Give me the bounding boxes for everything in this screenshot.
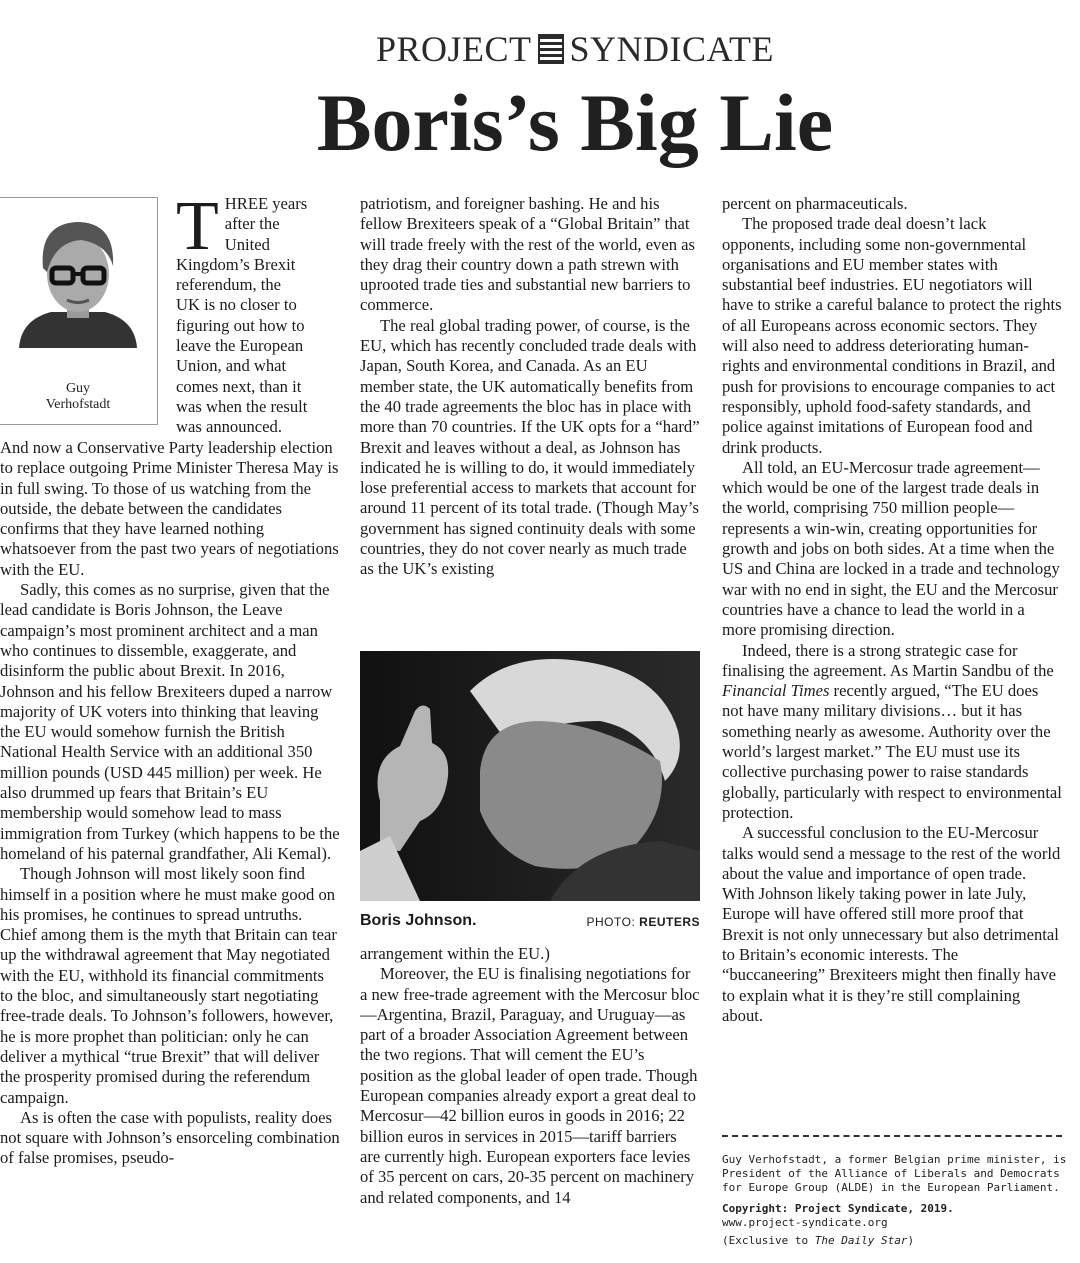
paragraph: arrangement within the EU.) <box>360 944 550 963</box>
paragraph: And now a Conservative Party leadership election to replace outgoing Prime Minister Theresa May is in full swing. To those of us watching from the outside, the debate between the candidates confirms that they have learned nothing whatsoever from the past two years of negotiations with the EU. <box>0 438 339 579</box>
masthead-project: PROJECT <box>375 29 532 69</box>
column-2-bottom <box>360 944 700 1208</box>
paragraph: Though Johnson will most likely soon find himself in a position where he must make good on his promises, he continues to spread untruths. Chief among them is the myth that Britain can tear up the withdrawal agreement that May negotiated with the EU, withhold its financial commitments to the bloc, and simultaneously start negotiating free-trade deals. To Johnson’s followers, however, he is more prophet than politician: only he can deliver a mythical “true Brexit” that will deliver the prosperity promised during the referendum campaign. <box>0 864 337 1107</box>
exclusive-post: ) <box>907 1234 915 1247</box>
intro-line: after the <box>224 214 280 234</box>
caption-name: Boris Johnson. <box>360 912 477 929</box>
syndicate-logo-icon <box>538 34 564 64</box>
intro-line: HREE years <box>224 194 308 213</box>
intro-line: UK is no closer to <box>176 295 297 315</box>
drop-cap: T <box>176 188 219 265</box>
column-1-intro <box>176 188 336 438</box>
author-portrait-icon <box>11 208 145 348</box>
publication-title: Financial Times <box>722 681 830 701</box>
author-first-name: Guy <box>65 381 91 396</box>
photo-credit <box>587 915 700 929</box>
column-3 <box>722 194 1062 1026</box>
exclusive-publication: The Daily Star <box>814 1234 908 1247</box>
paragraph: Moreover, the EU is finalising negotiations for a new free-trade agreement with the Mercosur bloc—Argentina, Brazil, Paraguay, and Uruguay—as part of a broader Association Agreement between the two regions. That will cement the EU’s position as the global leader of open trade. Though European companies already export a great deal to Mercosur—42 billion euros in goods in 2016; 22 billion euros in services in 2015—tariff barriers are currently high. European exporters face levies of 35 percent on cars, 20-35 percent on machinery and related components, and 14 <box>360 964 700 1207</box>
divider <box>722 1135 1062 1137</box>
paragraph: patriotism, and foreigner bashing. He and his fellow Brexiteers speak of a “Global Britain” that will trade freely with the rest of the world, even as they drag their country down a path strewn with uprooted trade ties and substantial new barriers to commerce. <box>360 194 695 315</box>
text-run: recently argued, “The EU does not have many military divisions… but it has something nearly as awesome. Authority over the world’s largest market.” The EU must use its collective purchasing power to raise standards globally, particularly with respect to environmental protection. <box>722 681 1062 822</box>
exclusive-pre: (Exclusive to <box>722 1234 815 1247</box>
column-2-top <box>360 194 700 580</box>
author-name <box>0 381 157 413</box>
column-1 <box>0 438 340 1169</box>
boris-johnson-photo-icon <box>360 651 700 901</box>
intro-line: Union, and what <box>176 356 287 376</box>
intro-line: leave the European <box>176 336 304 356</box>
exclusive-note <box>722 1234 1067 1248</box>
intro-line: United <box>224 234 270 254</box>
masthead-syndicate: SYNDICATE <box>569 29 775 69</box>
headline: Boris’s Big Lie <box>316 77 834 168</box>
text-run: Indeed, there is a strong strategic case for finalising the agreement. As Martin Sandbu of the <box>722 640 1054 680</box>
paragraph: All told, an EU-Mercosur trade agreement—which would be one of the largest trade deals in the world, comprising 750 million people—represents a win-win, creating opportunities for growth and jobs on both sides. At a time when the US and China are locked in a trade and technology war with no end in sight, the EU and the Mercosur countries have a chance to lead the world in a more promising direction. <box>722 457 1060 640</box>
bio-text: Guy Verhofstadt, a former Belgian prime minister, is President of the Alliance of Liberals and Democrats for Europe Group (ALDE) in the European Parliament. <box>722 1153 1067 1194</box>
intro-line: figuring out how to <box>176 315 305 335</box>
paragraph: The real global trading power, of course, is the EU, which has recently concluded trade deals with Japan, South Korea, and Canada. As an EU member state, the UK automatically benefits from the 40 trade agreements the bloc has in place with more than 70 countries. If the UK opts for a “hard” Brexit and leaves without a deal, as Johnson has indicated he is willing to do, it would immediately lose preferential access to markets that account for around 11 percent of its total trade. (Though May’s government has signed continuity deals with some countries, they do not cover nearly as much trade as the UK’s existing <box>360 315 700 579</box>
author-bio <box>722 1153 1067 1248</box>
intro-line: was when the result <box>176 396 308 416</box>
paragraph: A successful conclusion to the EU-Mercosur talks would send a message to the rest of the world about the value and importance of open trade. With Johnson likely taking power in late July, Europe will have offered still more proof that Brexit is not only unnecessary but also detrimental to Britain’s economic interests. The “buccaneering” Brexiteers might then finally have to explain what it is they’re still complaining about. <box>722 823 1061 1025</box>
paragraph: Sadly, this comes as no surprise, given that the lead candidate is Boris Johnson, the Leave campaign’s most prominent architect and a man who continues to dissemble, exaggerate, and disinform the public about Brexit. In 2016, Johnson and his fellow Brexiteers duped a narrow majority of UK voters into thinking that leaving the EU would somehow furnish the British National Health Service with an additional 350 million pounds (USD 445 million) per week. He also drummed up fears that Britain’s EU membership would somehow lead to mass immigration from Turkey (which happens to be the homeland of his paternal grandfather, Ali Kemal). <box>0 580 340 863</box>
intro-line: Kingdom’s Brexit <box>176 254 296 274</box>
intro-line: was announced. <box>176 417 282 437</box>
paragraph <box>722 641 1062 824</box>
intro-line: referendum, the <box>176 275 282 295</box>
copyright: Copyright: Project Syndicate, 2019. <box>722 1202 954 1215</box>
website-link[interactable]: www.project-syndicate.org <box>722 1216 888 1229</box>
masthead <box>0 28 1080 70</box>
credit-source: REUTERS <box>639 915 700 929</box>
paragraph: percent on pharmaceuticals. <box>722 194 908 213</box>
author-last-name: Verhofstadt <box>45 397 111 412</box>
intro-line: comes next, than it <box>176 376 302 396</box>
credit-label: PHOTO: <box>586 915 636 929</box>
paragraph: The proposed trade deal doesn’t lack opponents, including some non-governmental organisations and EU member states with substantial beef industries. EU negotiators will have to strike a careful balance to protect the rights of all Europeans across economic sectors. They will also need to address deteriorating human-rights and environmental conditions in Brazil, and push for provisions to encourage companies to act responsibly, uphold food-safety standards, and police against imitations of European food and drink products. <box>722 214 1062 457</box>
author-box <box>0 197 158 425</box>
photo-caption <box>360 912 700 930</box>
paragraph: As is often the case with populists, reality does not square with Johnson’s ensorceling combination of false promises, pseudo- <box>0 1107 340 1168</box>
